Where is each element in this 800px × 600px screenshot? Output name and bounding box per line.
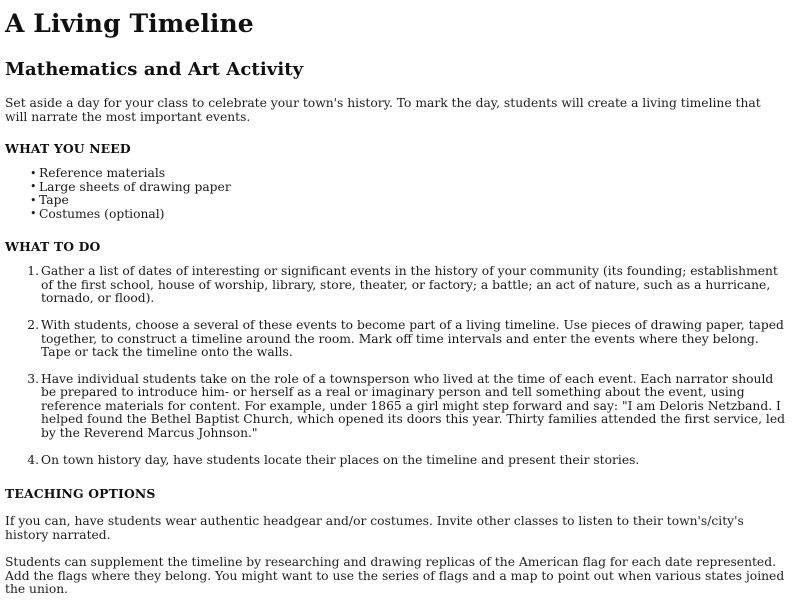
list-item: • Tape [39,194,788,208]
section-heading-what-to-do: WHAT TO DO [5,238,101,254]
steps-list [5,265,788,467]
list-item: • Large sheets of drawing paper [39,181,788,195]
list-item: • Reference materials [39,167,788,181]
teaching-option-paragraph-1: If you can, have students wear authentic headgear and/or costumes. Invite other classes to listen to their town's/city's history narrated. [5,513,744,542]
materials-list [5,167,788,221]
list-item: On town history day, have students locate their places on the timeline and present their stories. [41,452,640,467]
list-item: Gather a list of dates of interesting or significant events in the history of your community (its founding; establishment of the first school, house of worship, library, store, theater, or factory; a battle; an act of nature, such as a hurricane, tornado, or flood). [41,264,778,306]
list-item: With students, choose a several of these events to become part of a living timeline. Use pieces of drawing paper, taped together, to construct a timeline around the room. Mark off time intervals and enter the events where they belong. Tape or tack the timeline onto the walls. [41,317,784,360]
teaching-option-paragraph-2: Students can supplement the timeline by researching and drawing replicas of the American flag for each date represented. Add the flags where they belong. You might want to use the series of flags and a map to point out when various states joined the union. [5,555,785,597]
section-heading-teaching-options: TEACHING OPTIONS [5,486,156,502]
section-heading-what-you-need: WHAT YOU NEED [5,141,131,157]
list-item: • Costumes (optional) [39,208,788,222]
page-title: A Living Timeline [5,9,254,38]
list-item: Have individual students take on the role of a townsperson who lived at the time of each event. Each narrator should be prepared to introduce him- or herself as a real or imaginary person and tell something about the event, using reference materials for content. For example, under 1865 a girl might step forward and say: "I am Deloris Netzband. I helped found the Bethel Baptist Church, which opened its doors this year. Thirty families attended the first service, led by the Reverend Marcus Johnson." [41,371,786,441]
page-subtitle: Mathematics and Art Activity [5,58,304,80]
intro-paragraph: Set aside a day for your class to celebrate your town's history. To mark the day, students will create a living timeline that will narrate the most important events. [5,96,761,124]
